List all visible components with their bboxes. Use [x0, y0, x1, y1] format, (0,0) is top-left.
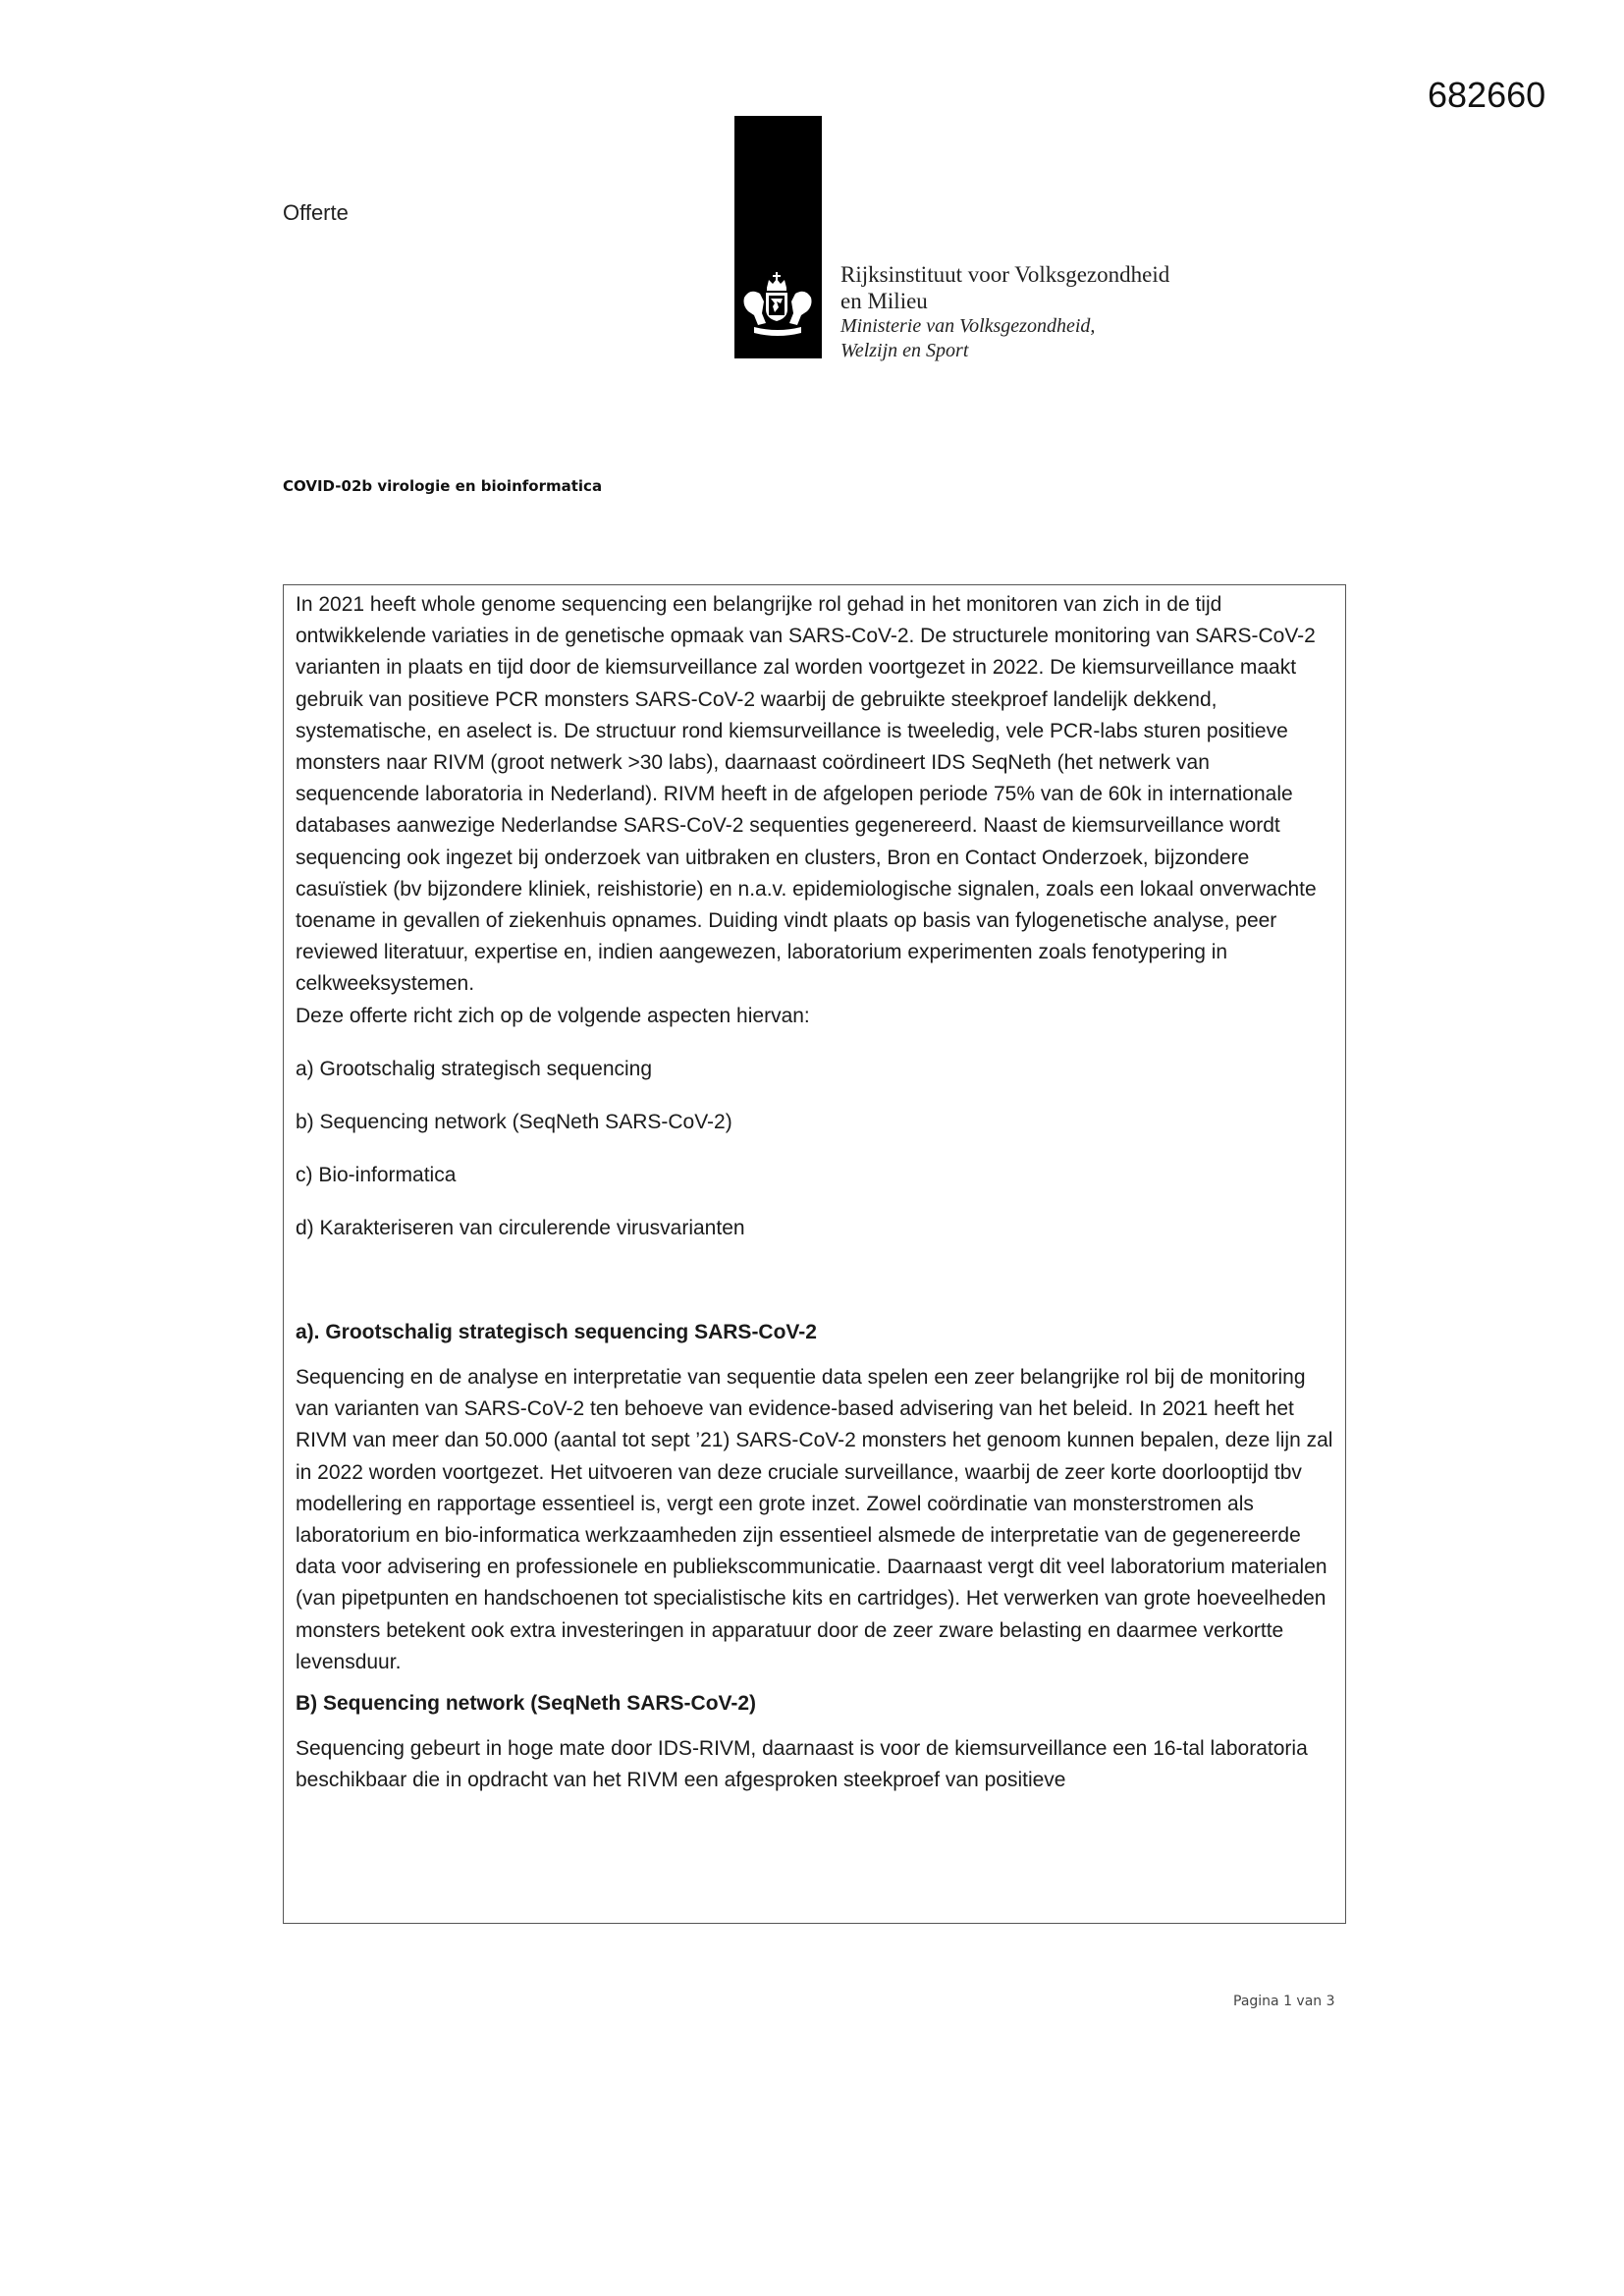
spacer — [296, 1244, 1335, 1317]
intro-lead-in: Deze offerte richt zich op de volgende aspecten hiervan: — [296, 1004, 810, 1027]
organization-name-line1: Rijksinstituut voor Volksgezondheid — [840, 262, 1170, 287]
rijksoverheid-logo-bar — [734, 116, 822, 358]
section-b-paragraph: Sequencing gebeurt in hoge mate door IDS-RIVM, daarnaast is voor de kiemsurveillance een 16-tal laboratoria beschikbaar die in opdracht van het RIVM een afgesproken steekproef van positieve — [296, 1737, 1308, 1792]
document-type-label: Offerte — [283, 200, 349, 225]
aspect-list-item: b) Sequencing network (SeqNeth SARS-CoV-2) — [296, 1110, 732, 1133]
section-b-heading: B) Sequencing network (SeqNeth SARS-CoV-2) — [296, 1692, 757, 1716]
coat-of-arms-icon — [740, 272, 815, 341]
organization-name-line2: en Milieu — [840, 289, 928, 313]
section-a-heading: a). Grootschalig strategisch sequencing SARS-CoV-2 — [296, 1320, 817, 1343]
aspect-list-item: d) Karakteriseren van circulerende virusvarianten — [296, 1216, 745, 1239]
document-subject: COVID-02b virologie en bioinformatica — [283, 477, 603, 495]
section-a-paragraph: Sequencing en de analyse en interpretatie van sequentie data spelen een zeer belangrijke rol bij de monitoring van varianten van SARS-CoV-2 ten behoeve van evidence-based advisering van het beleid. In 2021 heeft het RIVM van meer dan 50.000 (aantal tot sept ’21) SARS-CoV-2 monsters het genoom kunnen bepalen, deze lijn zal in 2022 worden voortgezet. Het uitvoeren van deze cruciale surveillance, waarbij de zeer korte doorlooptijd tbv modellering en rapportage essentieel is, vergt een grote inzet. Zowel coördinatie van monsterstromen als laboratorium en bio-informatica werkzaamheden zijn essentieel alsmede de interpretatie van de gegenereerde data voor advisering en professionele en publiekscommunicatie. Daarnaast vergt dit veel laboratorium materialen (van pipetpunten en handschoenen tot specialistische kits en cartridges). Het verwerken van grote hoeveelheden monsters betekent ook extra investeringen in apparatuur door de zeer zware belasting en daarmee verkortte levensduur. — [296, 1366, 1333, 1673]
ministry-name-line2: Welzijn en Sport — [840, 340, 969, 361]
ministry-name-line1: Ministerie van Volksgezondheid, — [840, 315, 1096, 337]
document-id-number: 682660 — [1428, 75, 1546, 115]
aspect-list-item: a) Grootschalig strategisch sequencing — [296, 1057, 653, 1080]
organization-name-block — [840, 261, 1169, 363]
page-number: Pagina 1 van 3 — [1233, 1994, 1335, 2009]
intro-paragraph: In 2021 heeft whole genome sequencing een belangrijke rol gehad in het monitoren van zich in de tijd ontwikkelende variaties in de genetische opmaak van SARS-CoV-2. De structurele monitoring van SARS-CoV-2 varianten in plaats en tijd door de kiemsurveillance zal worden voortgezet in 2022. De kiemsurveillance maakt gebruik van positieve PCR monsters SARS-CoV-2 waarbij de gebruikte steekproef landelijk dekkend, systematische, en aselect is. De structuur rond kiemsurveillance is tweeledig, vele PCR-labs sturen positieve monsters naar RIVM (groot netwerk >30 labs), daarnaast coördineert IDS SeqNeth (het netwerk van sequencende laboratoria in Nederland). RIVM heeft in de afgelopen periode 75% van de 60k in internationale databases aanwezige Nederlandse SARS-CoV-2 sequenties gegenereerd. Naast de kiemsurveillance wordt sequencing ook ingezet bij onderzoek van uitbraken en clusters, Bron en Contact Onderzoek, bijzondere casuïstiek (bv bijzondere kliniek, reishistorie) en n.a.v. epidemiologische signalen, zoals een lokaal onverwachte toename in gevallen of ziekenhuis opnames. Duiding vindt plaats op basis van fylogenetische analyse, peer reviewed literatuur, expertise en, indien aangewezen, laboratorium experimenten zoals fenotypering in celkweeksystemen. — [296, 593, 1317, 996]
aspect-list-item: c) Bio-informatica — [296, 1163, 457, 1186]
content-box — [283, 584, 1346, 1924]
